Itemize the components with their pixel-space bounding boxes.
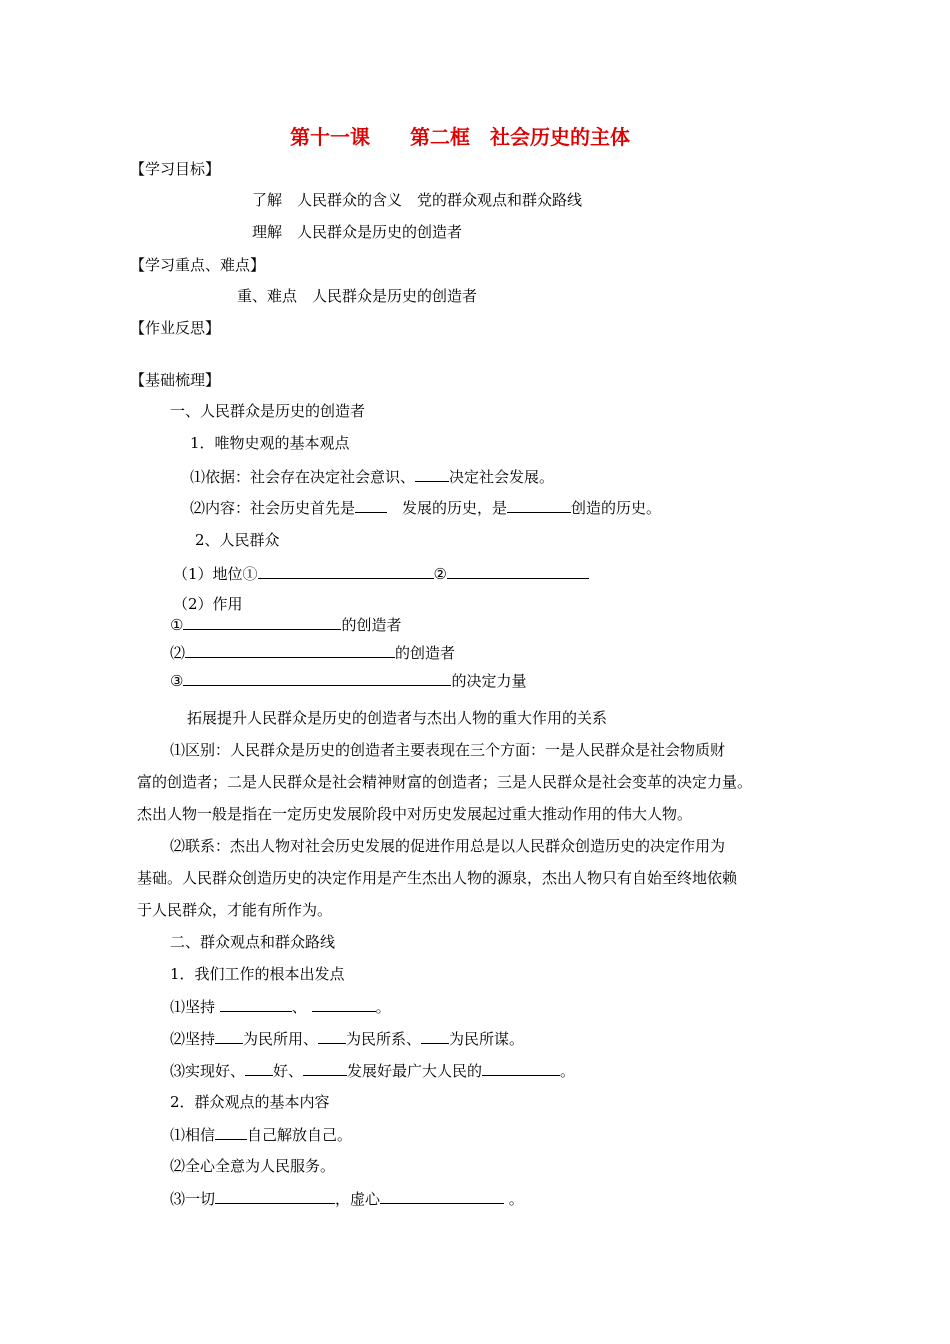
page-title: 第十一课 第二框 社会历史的主体 [290, 125, 630, 149]
extension-2-line-2: 基础。人民群众创造历史的决定作用是产生杰出人物的源泉，杰出人物只有自始至终地依赖 [137, 869, 738, 887]
everything-line: ⑶一切 ，虚心 。 [170, 1190, 524, 1208]
answer-blank[interactable] [318, 1028, 346, 1044]
role-line-3: ③ 的决定力量 [170, 672, 527, 690]
section-1-1-title: 1．唯物史观的基本观点 [190, 434, 350, 452]
answer-blank[interactable] [183, 614, 341, 630]
section-1-title: 一、人民群众是历史的创造者 [170, 402, 366, 420]
homework-heading: 【作业反思】 [130, 319, 221, 337]
realize-line: ⑶实现好、 好、 发展好最广大人民的 。 [170, 1062, 576, 1080]
section-2-2-title: 2．群众观点的基本内容 [170, 1093, 330, 1111]
role-line-2: ⑵ 的创造者 [170, 644, 456, 662]
believe-line: ⑴相信 自己解放自己。 [170, 1126, 353, 1144]
answer-blank[interactable] [355, 497, 387, 513]
objectives-line-1: 了解 人民群众的含义 党的群众观点和群众路线 [252, 191, 583, 209]
answer-blank[interactable] [215, 1188, 335, 1204]
extension-2-line-1: ⑵联系：杰出人物对社会历史发展的促进作用总是以人民群众创造历史的决定作用为 [170, 837, 726, 855]
key-points-line: 重、难点 人民群众是历史的创造者 [237, 287, 478, 305]
extension-title: 拓展提升人民群众是历史的创造者与杰出人物的重大作用的关系 [187, 709, 608, 727]
answer-blank[interactable] [245, 1060, 273, 1076]
answer-blank[interactable] [183, 670, 451, 686]
role-line-1: ① 的创造者 [170, 616, 402, 634]
section-1-2-title: 2、人民群众 [195, 531, 280, 549]
role-title: （2）作用 [173, 595, 243, 613]
answer-blank[interactable] [482, 1060, 560, 1076]
extension-1-line-1: ⑴区别：人民群众是历史的创造者主要表现在三个方面：一是人民群众是社会物质财 [170, 741, 726, 759]
answer-blank[interactable] [380, 1188, 504, 1204]
answer-blank[interactable] [421, 1028, 449, 1044]
answer-blank[interactable] [215, 1124, 247, 1140]
answer-blank[interactable] [312, 996, 376, 1012]
answer-blank[interactable] [185, 642, 395, 658]
objectives-heading: 【学习目标】 [130, 160, 221, 178]
answer-blank[interactable] [415, 466, 449, 482]
basis-line: ⑴依据：社会存在决定社会意识、 决定社会发展。 [190, 468, 555, 486]
status-line: （1）地位① ② [173, 563, 589, 584]
extension-1-line-2: 富的创造者；二是人民群众是社会精神财富的创造者；三是人民群众是社会变革的决定力量。 [137, 773, 753, 791]
key-points-heading: 【学习重点、难点】 [130, 256, 266, 274]
uphold-line-1: ⑴坚持 、 。 [170, 998, 391, 1016]
section-2-title: 二、群众观点和群众路线 [170, 933, 336, 951]
answer-blank[interactable] [507, 497, 571, 513]
answer-blank[interactable] [303, 1060, 347, 1076]
section-2-1-title: 1．我们工作的根本出发点 [170, 965, 345, 983]
answer-blank[interactable] [220, 996, 292, 1012]
content-line: ⑵内容：社会历史首先是 发展的历史，是 创造的历史。 [190, 499, 662, 517]
basics-heading: 【基础梳理】 [130, 371, 221, 389]
objectives-line-2: 理解 人民群众是历史的创造者 [252, 223, 463, 241]
answer-blank[interactable] [258, 563, 434, 579]
uphold-line-2: ⑵坚持 为民所用、 为民所系、 为民所谋。 [170, 1030, 525, 1048]
serve-line: ⑵全心全意为人民服务。 [170, 1157, 336, 1175]
answer-blank[interactable] [215, 1028, 243, 1044]
answer-blank[interactable] [447, 563, 589, 579]
extension-1-line-3: 杰出人物一般是指在一定历史发展阶段中对历史发展起过重大推动作用的伟大人物。 [137, 805, 693, 823]
extension-2-line-3: 于人民群众，才能有所作为。 [137, 901, 333, 919]
